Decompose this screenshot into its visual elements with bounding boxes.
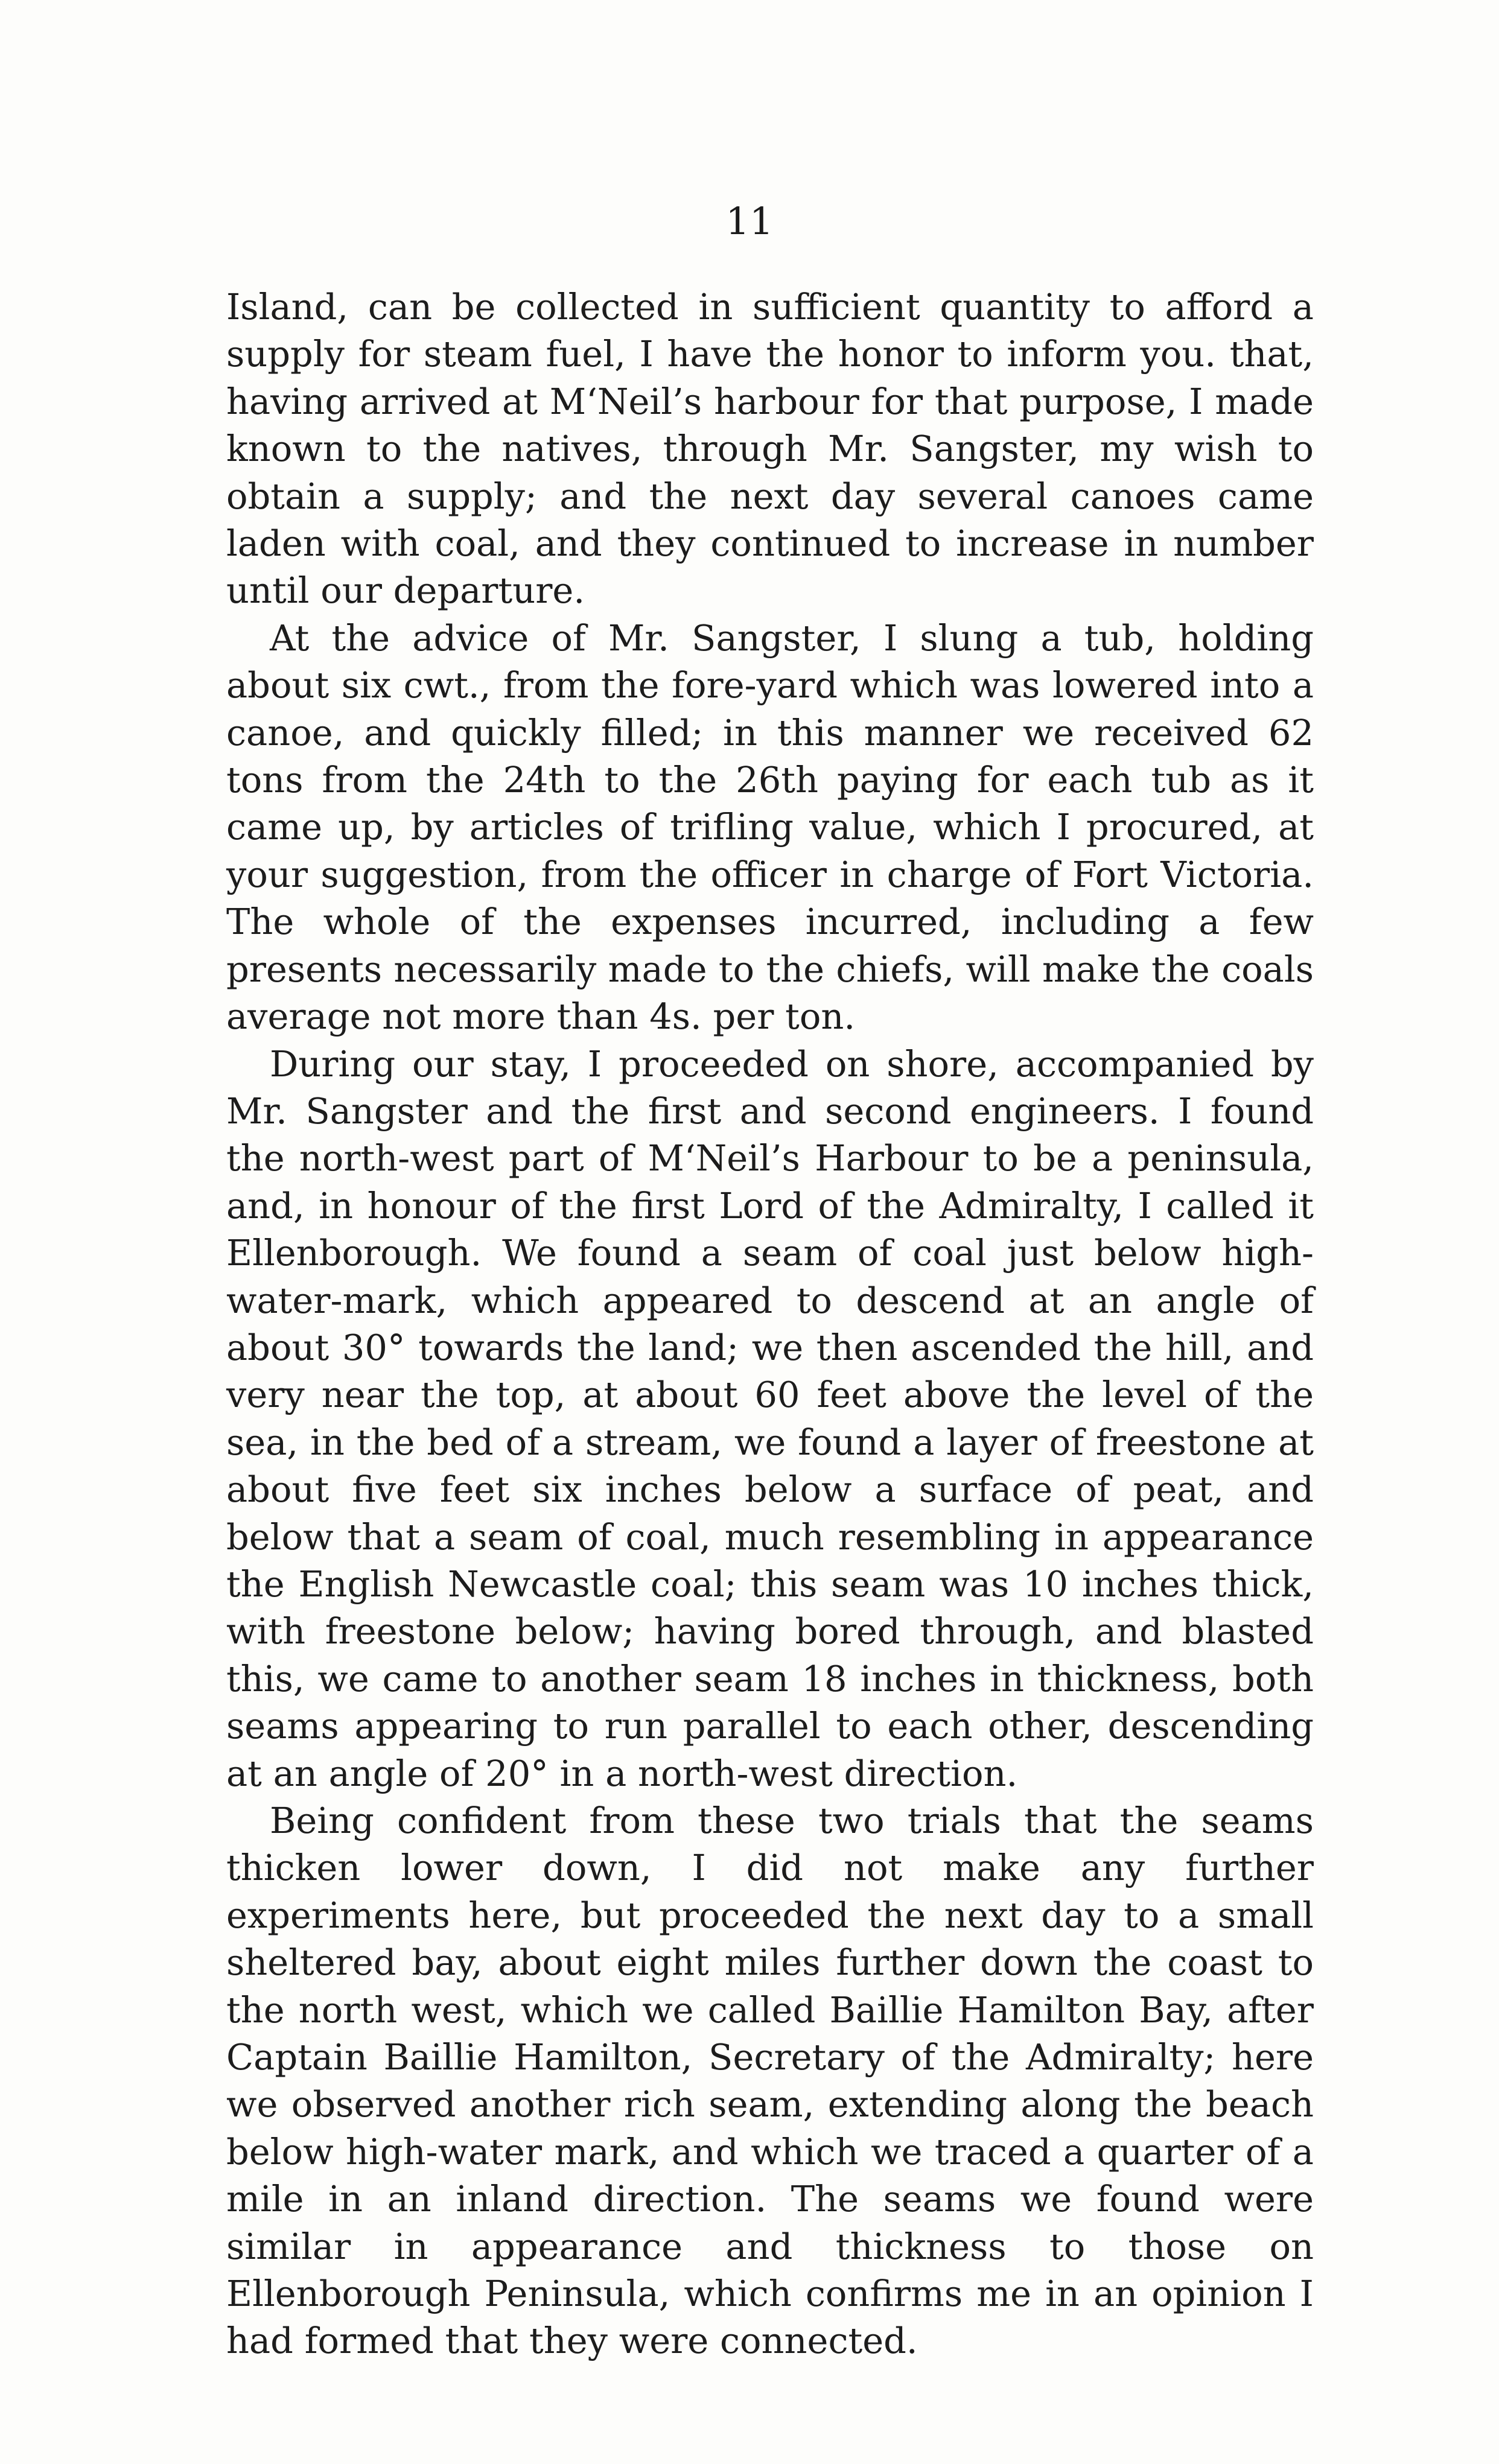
paragraph-ellenborough: During our stay, I proceeded on shore, accompanied by Mr. Sangster and the first and second engineers. I found the north-west part of M‘Neil’s Harbour to be a peninsula, and, in honour of the first Lord of the Admiralty, I called it Ellenborough. We found a seam of coal just below high-water-mark, which appeared to descend at an angle of about 30° towards the land; we then ascended the hill, and very near the top, at about 60 feet above the level of the sea, in the bed of a stream, we found a layer of freestone at about five feet six inches below a surface of peat, and below that a seam of coal, much resembling in appearance the English Newcastle coal; this seam was 10 inches thick, with freestone below; having bored through, and blasted this, we came to another seam 18 inches in thickness, both seams appearing to run parallel to each other, descending at an angle of 20° in a north-west direction. xyxy=(226,1043,1314,1794)
paragraph-baillie-hamilton-bay: Being confident from these two trials that the seams thicken lower down, I did not make any further experiments here, but proceeded the next day to a small sheltered bay, about eight miles further down the coast to the north west, which we called Baillie Hamilton Bay, after Captain Baillie Hamilton, Secretary of the Admiralty; here we observed another rich seam, extending along the beach below high-water mark, and which we traced a quarter of a mile in an inland direction. The seams we found were similar in appearance and thickness to those on Ellenborough Peninsula, which confirms me in an opinion I had formed that they were connected. xyxy=(226,1800,1314,2362)
page-number: 11 xyxy=(725,199,774,243)
paragraph-continuation: Island, can be collected in sufficient quantity to afford a supply for steam fuel, I have the honor to inform you. that, having arrived at M‘Neil’s harbour for that purpose, I made known to the natives, through Mr. Sangster, my wish to obtain a supply; and the next day several canoes came laden with coal, and they continued to increase in number until our departure. xyxy=(226,286,1314,612)
paragraph-tub-loading: At the advice of Mr. Sangster, I slung a tub, holding about six cwt., from the fore-yard which was lowered into a canoe, and quickly filled; in this manner we received 62 tons from the 24th to the 26th paying for each tub as it came up, by articles of trifling value, which I procured, at your suggestion, from the officer in charge of Fort Victoria. The whole of the expenses incurred, including a few presents necessarily made to the chiefs, will make the coals average not more than 4s. per ton. xyxy=(226,617,1314,1038)
body-text xyxy=(226,284,1314,2365)
